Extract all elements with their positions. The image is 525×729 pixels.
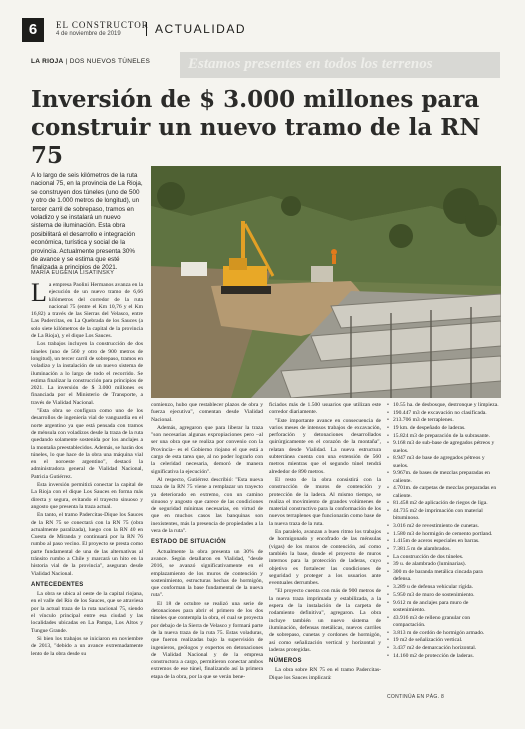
publication-date: 4 de noviembre de 2019 [56,31,121,37]
list-item: • 43.916 m3 de relleno granular con compactación. [387,615,501,630]
paragraph: En paralelo, avanzan a buen ritmo los trabajos de hormigonado y encofrado de las ménsulas (vigas) de los muros de contención, así como también la base, donde el proyecto de muros internos para la protección de laderas, cuyo objetivo es fortalecer las condiciones de seguridad y proteger a los usuarios ante eventuales derrumbes. [269,529,381,587]
article-headline: Inversión de $ 3.000 millones para construir un nuevo tramo de la RN 75 [31,86,481,169]
article-byline: MARÍA EUGENIA LISATINSKY [31,270,115,276]
list-item: • 9.168 m3 de sub-base de agregados pétreos y suelos. [387,440,501,455]
paragraph: El 18 de octubre se realizó una serie de detonaciones para abrir el primero de los dos túneles que contempla la obra, el cual se proyecta por debajo de la Sierra de Velasco y formará parte de la nueva traza de la ruta 75. Estas voladuras, que fueron realizadas bajo la supervisión de ingenieros, geólogos y expertos en detonaciones de Vialidad Nacional y de la empresa constructora a cargo, permitieron conectar ambos extremos de ese túnel, finalizando así la primera etapa de la obra, por la que se verán bene- [151,600,263,680]
list-item: • 9.967m. de bases de mezclas preparadas en caliente. [387,470,501,485]
page-number: 6 [22,18,44,42]
list-item: • 3.016 m2 de revestimiento de cunetas. [387,523,501,530]
list-item: • La construcción de dos túneles. [387,554,501,561]
paragraph: En tanto, el tramo Padercitas-Dique los Sauces de la RN 75 se conectará con la RN 75 (obra actualmente paralizada), luego con la RN 40 en Cuesta de Miranda y continuará por la RN 76 rumbo al paso vecino. El proyecto se presta como parte fundamental de una de las alternativas al tránsito rumbo a Chile y marcará un hito en la historia vial de la provincia", aseguran desde Vialidad Nacional. [31,512,143,577]
list-item: • 19 km. de despeñado de laderas. [387,425,501,432]
article-column-1 [31,278,143,714]
article-column-2 [151,402,263,702]
paragraph: Esta inversión permitirá conectar la capital de La Rioja con el dique Los Sauces en forma más directa y segura, evitando el trayecto sinuoso y angosto que presenta la traza actual. [31,482,143,510]
list-item: • 44.735 m2 de imprimación con material bituminoso. [387,508,501,523]
list-item: • 15.824 m3 de preparación de la subrasante. [387,433,501,440]
list-item: • 300 m de baranda metálica cincada para defensa. [387,569,501,584]
subheading-antecedentes: ANTECEDENTES [31,581,84,588]
subheading-numeros: NÚMEROS [269,658,302,665]
paragraph: "Esta obra se configura como uno de los desarrollos de ingeniería vial de vanguardia en el norte argentino ya que está pensada con tramos de ménsula con voladizos desde la traza de la ruta quedando solamente sostenida por los anclajes a la montaña preestablecidos. Además, se harán dos túneles, lo que hace de la obra una máquina vial en el noroeste argentino", destacó la administradora general de Vialidad Nacional, Patricia Gutiérrez. [31,408,143,480]
list-item: • 9.612 m de anclajes para muro de sostenimiento. [387,600,501,615]
kicker-topic: | DOS NUEVOS TÚNELES [63,58,151,65]
list-item: • 81.458 m2 de aplicación de riegos de liga. [387,500,501,507]
list-item: • 3.289 u de defensa vehicular rígida. [387,584,501,591]
paragraph: Los trabajos incluyen la construcción de dos túneles (uno de 560 y otro de 900 metros de longitud), un tercer carril de sobrepaso, tramos en voladizo y la instalación de un nuevo sistema de iluminación a lo largo de todo el recorrido. Se estima finalizar la construcción para principios de 2021. La inversión de $ 3.000 millones es financiada por el Ministerio de Transporte, a través de Vialidad Nacional. [31,341,143,406]
list-item: • 190.447 m3 de excavación no clasificada. [387,410,501,417]
ad-teaser-text: Estamos presentes en todos los terrenos [188,56,433,72]
paragraph: Si bien los trabajos se iniciaron en noviembre de 2013, "debido a un avance extremadamente lento de la obra desde su [31,635,143,657]
page-header [22,18,512,44]
paragraph: La obra sobre RN 75 en el tramo Padercitas-Dique los Sauces implicará: [269,667,381,681]
paragraph: El resto de la obra consistirá con la construcción de muros de contención y protección de la ladera. Al mismo tiempo, se realiza el movimiento de grandes volúmenes de material constructivo para la conformación de los nuevos terraplenes que funcionarán como base de la nueva traza de la ruta. [269,476,381,527]
list-item: • 3.813 m de cordón de hormigón armado. [387,630,501,637]
drop-cap: L [31,278,47,307]
paragraph: Además, agregaron que para liberar la traza "son necesarias algunas expropiaciones pero –al ser una obra que se realiza por convenio con la Provincia– es el Gobierno riojano el que está a cargo de esta tarea que, al no poder lograrlo con la celeridad necesaria, demoró de manera significativa la ejecución". [151,424,263,475]
list-item: • 39 u. de alambrado (luminarias). [387,561,501,568]
article-column-3 [269,402,381,702]
paragraph: "El proyecto cuenta con más de 900 metros de la nueva traza imprimada y estabilizada, a la espera de la instalación de la carpeta de rodamiento definitiva", agregaron. La obra incluye también un nuevo sistema de iluminación, defensas metálicas, nuevos carriles de sobrepaso, cunetas y cordones de hormigón, así como señalización vertical y horizontal y laderas protegidas. [269,588,381,653]
paragraph: comienzo, hubo que restablecer plazos de obra y fuerza ejecutiva", comentan desde Vialidad Nacional. [151,402,263,423]
list-item: • 19 m2 de señalización vertical. [387,637,501,644]
list-item: • 5.950 m3 de muro de sostenimiento. [387,592,501,599]
paragraph: "Este importante avance en consecuencia de varios meses de intensos trabajos de excavación, perforación y detonaciones desarrollados quirúrgicamente en el corazón de la montaña", relatan desde Vialidad. La nueva estructura subterránea cuenta con una extensión de 560 metros mientras que el segundo túnel tendrá alrededor de 890 metros. [269,417,381,475]
continue-note: CONTINÚA EN PÁG. 8 [387,694,445,700]
numbers-list [387,402,501,660]
article-kicker [31,58,150,65]
list-item: • 14.160 m2 de protección de laderas. [387,653,501,660]
list-item: • 213.706 m3 de terraplenes. [387,417,501,424]
list-item: • 1.580 m3 de hormigón de cemento portland. [387,531,501,538]
subheading-estado: ESTADO DE SITUACIÓN [151,539,226,546]
paragraph: a empresa Paolini Hermanos avanza en la ejecución de un nuevo tramo de 6,66 kilómetros del corredor de la ruta nacional 75 (entre el Km 10,76 y el Km 16,82) a través de las Sierras del Velasco, entre Las Padercitas, en La Quebrada de los Sauces (a solo siete kilómetros de la capital de la provincia de La Rioja), y el dique Los Sauces. [31,282,143,340]
list-item: • 3.437 m2 de demarcación horizontal. [387,645,501,652]
article-lead: A lo largo de seis kilómetros de la ruta nacional 75, en la provincia de La Rioja, se construyen dos túneles (uno de 500 y otro de 1.000 metros de longitud), un tercer carril de sobrepaso, tramos en voladizo y se instalará un nuevo sistema de iluminación. Esta obra posibilitará el desarrollo e integración económica, turística y social de la provincia. Actualmente presenta 30% de avance y se estima que esté finalizada a principios de 2021. [31,172,143,272]
paragraph: Al respecto, Gutiérrez describió: "Esta nueva traza de la RN 75 viene a remplazar un trayecto ya deteriorado en extremo, con un camino sinuoso y angosto que carece de las condiciones de seguridad mínimas necesarias, en virtud de que en muchos casos las banquinas son inexistentes, más la presencia de propiedades a la vera de la ruta". [151,476,263,535]
list-item: • 4.701m. de carpetas de mezclas preparadas en caliente. [387,485,501,500]
list-item: • 7.381.5 m de alambrados. [387,546,501,553]
publication-name: EL CONSTRUCTOR [56,20,149,30]
paragraph: La obra se ubica al oeste de la capital riojana, en el valle del Río de los Sauces, que se atraviesa por la actual traza de la ruta nacional 75, siendo el vínculo principal entre esa ciudad y las localidades ubicadas en La Pampa, Los Altos y Tungue Grande. [31,591,143,634]
paragraph: ficiados más de 1.500 usuarios que utilizan este corredor diariamente. [269,402,381,416]
construction-photo [151,166,501,398]
list-item: • 1.415m de aceros especiales en barras. [387,538,501,545]
section-title: ACTUALIDAD [146,22,246,36]
article-column-4 [387,402,501,702]
list-item: • 8.947 m3 de base de agregados pétreos y suelos. [387,455,501,470]
paragraph: Actualmente la obra presenta un 30% de avance. Según detallaron en Vialidad, "desde 2016, se avanzó significativamente en el emplazamiento de los muros de contención y sostenimiento, estructuras hechas de hormigón, que conforman la base fundamental de la nueva ruta". [151,548,263,599]
ad-teaser-banner [180,52,500,78]
list-item: • 10.55 ha. de desbosque, destronque y limpieza. [387,402,501,409]
kicker-region: LA RIOJA [31,58,64,65]
construction-site-illustration [151,166,501,398]
